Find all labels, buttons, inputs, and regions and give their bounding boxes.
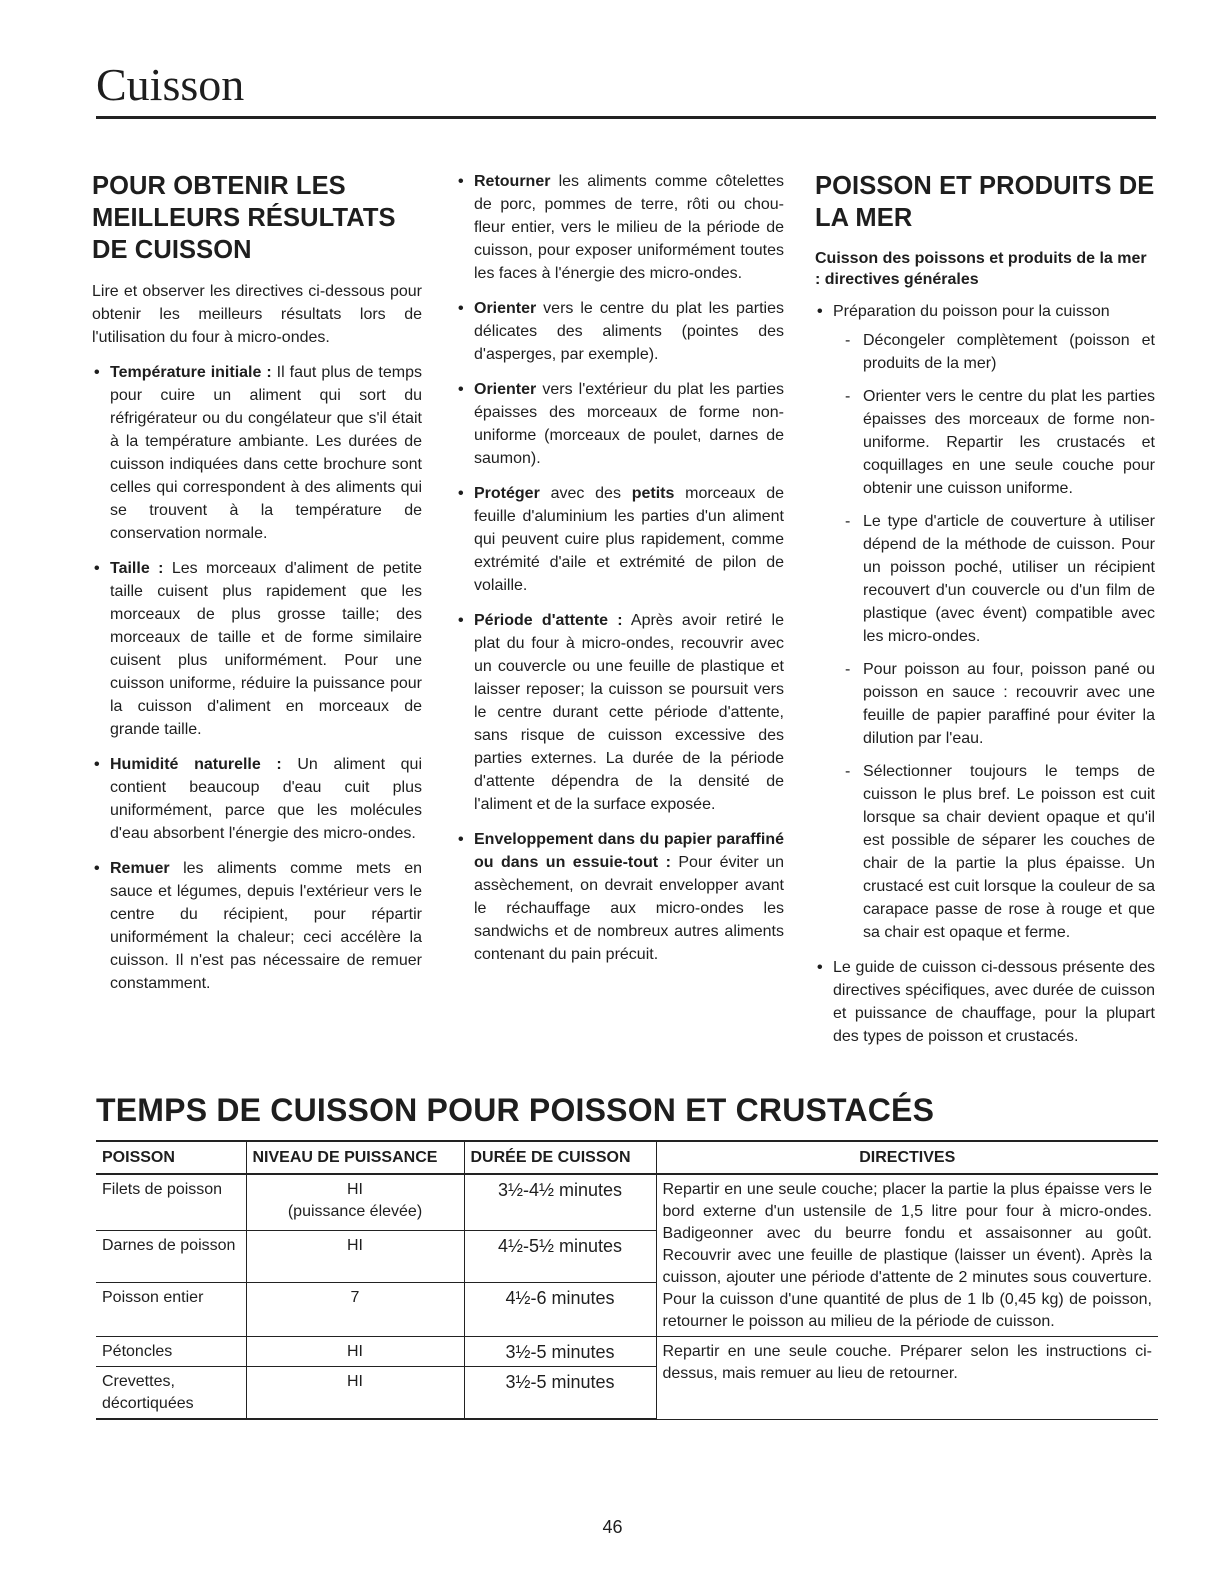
power-level: HI — [347, 1181, 363, 1198]
table-header-row — [96, 1141, 1158, 1174]
list-item — [815, 300, 1155, 944]
list-item — [815, 956, 1155, 1048]
tips-list — [92, 361, 422, 995]
bullet-icon: • — [458, 485, 464, 502]
column-header-fish: POISSON — [96, 1141, 246, 1174]
intro-paragraph: Lire et observer les directives ci-dessous pour obtenir les meilleurs résultats lors de l'utilisation du four à micro-ondes. — [92, 283, 422, 346]
cell-fish: Filets de poisson — [96, 1174, 246, 1231]
prep-steps-list — [833, 329, 1155, 944]
item-term: Température initiale : — [110, 364, 272, 381]
cell-power: HI — [246, 1337, 464, 1367]
bullet-icon: • — [94, 860, 100, 877]
bullet-icon: • — [458, 831, 464, 848]
bullet-icon: • — [817, 303, 823, 320]
cell-time: 3½-5 minutes — [464, 1367, 656, 1420]
item-text: Pour éviter un assèchement, on devrait envelopper avant le réchauffage aux micro-ondes les sandwichs et de nombreux autres aliments contenant du pain précuit. — [474, 854, 784, 963]
bullet-icon: • — [94, 364, 100, 381]
cell-power: HI — [246, 1231, 464, 1283]
item-text: Les morceaux d'aliment de petite taille cuisent plus rapidement que les morceaux de plus grosse taille; des morceaux de taille et de forme similaire cuisent plus uniformément. Pour une cuisson uniforme, réduire la puissance pour la cuisson d'aliment en morceaux de grande taille. — [110, 560, 422, 738]
item-text: Après avoir retiré le plat du four à micro-ondes, recouvrir avec un couvercle ou une feuille de plastique et laisser reposer; la cuisson se poursuit vers le centre durant cette période d'attente, sans risque de cuisson excessive des parties externes. La durée de la période d'attente dépendra de la densité de l'aliment et de la surface exposée. — [474, 612, 784, 813]
item-term: Protéger — [474, 485, 540, 502]
table-heading: TEMPS DE CUISSON POUR POISSON ET CRUSTACÉS — [96, 1092, 935, 1128]
item-text: Un aliment qui contient beaucoup d'eau cuit plus uniformément, parce que les molécules d'eau absorbent l'énergie des micro-ondes. — [110, 756, 423, 842]
column-header-directives: DIRECTIVES — [656, 1141, 1158, 1174]
dash-icon: - — [845, 388, 851, 405]
column-tips-continued — [456, 170, 784, 978]
dash-text: Le type d'article de couverture à utiliser dépend de la méthode de cuisson. Pour un poisson poché, utiliser un récipient recouvert d'un couvercle ou d'un film de plastique (avec évent) compatible avec les micro-ondes. — [863, 513, 1155, 645]
title-rule — [96, 116, 1156, 119]
table-row — [96, 1174, 1158, 1231]
item-text: Il faut plus de temps pour cuire un aliment qui sort du réfrigérateur ou du congélateur que s'il était à la température ambiante. Les durées de cuisson indiquées dans cette brochure sont celles qui correspondent à des aliments qui se trouvent à la température de conservation normale. — [110, 364, 422, 542]
list-item — [92, 361, 422, 545]
bullet-icon: • — [94, 560, 100, 577]
item-text: avec des — [539, 485, 632, 502]
list-item — [92, 753, 422, 845]
dash-text: Sélectionner toujours le temps de cuisson le plus bref. Le poisson est cuit lorsque sa chair devient opaque et qu'il est possible de séparer les couches de chair de la partie la plus épaisse. Un crustacé est cuit lorsque la couleur de sa carapace passe de rose à rouge et que sa chair est opaque et ferme. — [863, 763, 1155, 941]
dash-item — [833, 385, 1155, 500]
dash-text: Pour poisson au four, poisson pané ou poisson en sauce : recouvrir avec une feuille de papier paraffiné pour éviter la dilution par l'eau. — [863, 661, 1155, 747]
cell-directives: Repartir en une seule couche. Préparer selon les instructions ci-dessus, mais remuer au lieu de retourner. — [656, 1337, 1158, 1420]
cell-fish: Pétoncles — [96, 1337, 246, 1367]
bullet-icon: • — [458, 612, 464, 629]
item-text: Le guide de cuisson ci-dessous présente des directives spécifiques, avec durée de cuisson et puissance de chauffage, pour la plupart des types de poisson et crustacés. — [833, 959, 1155, 1045]
dash-item — [833, 760, 1155, 944]
item-text: morceaux de feuille d'aluminium les parties d'un aliment qui peuvent cuire plus rapidement, comme extrémité d'aile et extrémité de pilon de volaille. — [474, 485, 785, 594]
dash-icon: - — [845, 332, 851, 349]
dash-item — [833, 329, 1155, 375]
bullet-icon: • — [458, 173, 464, 190]
cell-time: 4½-6 minutes — [464, 1283, 656, 1337]
list-item — [456, 170, 784, 285]
item-term: Humidité naturelle : — [110, 756, 282, 773]
power-note: (puissance élevée) — [287, 1203, 423, 1220]
dash-text: Décongeler complètement (poisson et produits de la mer) — [863, 332, 1155, 372]
page-number: 46 — [602, 1517, 623, 1537]
item-term: Enveloppement dans du papier paraffiné ou dans un essuie-tout : — [474, 831, 784, 871]
cell-time: 3½-4½ minutes — [464, 1174, 656, 1231]
item-text: Préparation du poisson pour la cuisson — [833, 303, 1110, 320]
page-title: Cuisson — [96, 59, 245, 110]
item-term-emphasis: petits — [631, 485, 675, 502]
dash-icon: - — [845, 513, 851, 530]
tips-list-continued — [456, 170, 784, 966]
column-header-power: NIVEAU DE PUISSANCE — [246, 1141, 464, 1174]
item-text: les aliments comme côtelettes de porc, pommes de terre, rôti ou chou-fleur entier, vers le milieu de la période de cuisson, pour exposer uniformément toutes les faces à l'énergie des micro-ondes. — [474, 173, 784, 282]
dash-item — [833, 658, 1155, 750]
item-text: vers le centre du plat les parties délicates des aliments (pointes des d'asperges, par exemple). — [474, 300, 784, 363]
cell-power: 7 — [246, 1283, 464, 1337]
fish-list — [815, 300, 1155, 1048]
item-term: Période d'attente : — [474, 612, 623, 629]
cell-fish: Poisson entier — [96, 1283, 246, 1337]
section-heading-fish: POISSON ET PRODUITS DE LA MER — [815, 172, 1155, 232]
column-header-time: DURÉE DE CUISSON — [464, 1141, 656, 1174]
bullet-icon: • — [94, 756, 100, 773]
table-row — [96, 1337, 1158, 1367]
bullet-icon: • — [817, 959, 823, 976]
list-item — [456, 828, 784, 966]
list-item — [456, 297, 784, 366]
cell-time: 4½-5½ minutes — [464, 1231, 656, 1283]
subheading-general-directives: Cuisson des poissons et produits de la mer : directives générales — [815, 250, 1147, 288]
cooking-time-table — [96, 1140, 1158, 1420]
cell-fish: Darnes de poisson — [96, 1231, 246, 1283]
cell-fish: Crevettes, décortiquées — [96, 1367, 246, 1420]
dash-item — [833, 510, 1155, 648]
list-item — [456, 378, 784, 470]
cell-directives: Repartir en une seule couche; placer la partie la plus épaisse vers le bord externe d'un ustensile de 1,5 litre pour four à micro-ondes. Badigeonner avec du beurre fondu et assaisonner au goût. Recouvrir avec une feuille de plastique (laisser un évent). Après la cuisson, ajouter une période d'attente de 2 minutes sous couverture. Pour la cuisson d'une quantité de plus de 1 lb (0,45 kg) de poisson, retourner le poisson au milieu de la période de cuisson. — [656, 1174, 1158, 1337]
section-heading-best-results: POUR OBTENIR LES MEILLEURS RÉSULTATS DE CUISSON — [92, 172, 396, 264]
list-item — [456, 609, 784, 816]
list-item — [92, 557, 422, 741]
cell-power — [246, 1174, 464, 1231]
bullet-icon: • — [458, 300, 464, 317]
list-item — [92, 857, 422, 995]
dash-icon: - — [845, 661, 851, 678]
column-best-results — [92, 170, 422, 1007]
item-text: vers l'extérieur du plat les parties épaisses des morceaux de forme non-uniforme (morceaux de poulet, darnes de saumon). — [474, 381, 784, 467]
bullet-icon: • — [458, 381, 464, 398]
item-term: Retourner — [474, 173, 551, 190]
column-fish-seafood — [815, 170, 1155, 1060]
cell-power: HI — [246, 1367, 464, 1420]
dash-text: Orienter vers le centre du plat les parties épaisses des morceaux de forme non-uniforme. Repartir les crustacés et coquillages en une seule couche pour obtenir une cuisson uniforme. — [863, 388, 1155, 497]
item-text: les aliments comme mets en sauce et légumes, depuis l'extérieur vers le centre du récipient, pour répartir uniformément la chaleur; ceci accélère la cuisson. Il n'est pas nécessaire de remuer constamment. — [110, 860, 422, 992]
item-term: Orienter — [474, 381, 537, 398]
item-term: Orienter — [474, 300, 537, 317]
item-term: Remuer — [110, 860, 170, 877]
dash-icon: - — [845, 763, 851, 780]
cell-time: 3½-5 minutes — [464, 1337, 656, 1367]
list-item — [456, 482, 784, 597]
item-term: Taille : — [110, 560, 164, 577]
